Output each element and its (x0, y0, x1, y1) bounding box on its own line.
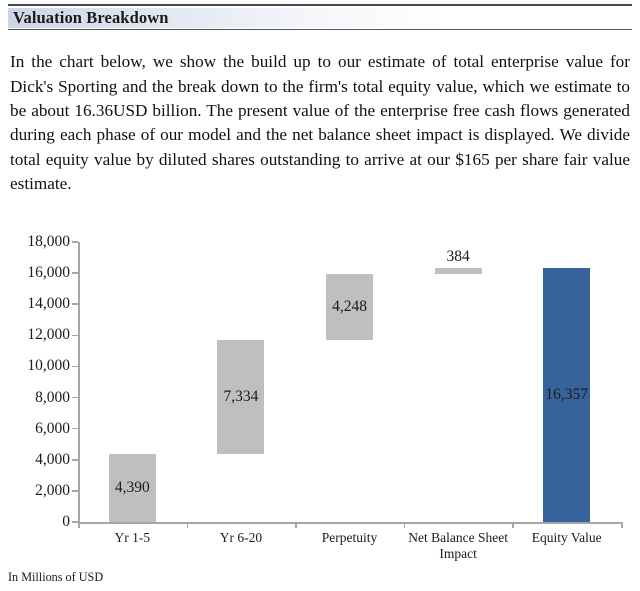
y-axis-line (78, 242, 80, 523)
valuation-waterfall-chart (0, 228, 640, 561)
chart-bar-value-label: 7,334 (223, 387, 259, 405)
intro-paragraph: In the chart below, we show the build up to our estimate of total enterprise value for Dick's Sporting and the break down to the firm's total equity value, which we estimate to be about 16.36USD billion. The present value of the enterprise free cash flows generated during each phase of our model and the net balance sheet impact is displayed. We divide total equity value by diluted shares outstanding to arrive at our $165 per share fair value estimate. (10, 52, 630, 194)
x-axis-tick-mark (295, 522, 297, 528)
y-axis-tick-label: 4,000 (35, 450, 70, 468)
y-axis-tick-mark (72, 272, 78, 274)
x-axis-tick-mark (512, 522, 514, 528)
y-axis-tick-label: 8,000 (35, 388, 70, 406)
chart-bar-value-label: 384 (446, 247, 470, 265)
chart-bar-value-label: 16,357 (545, 385, 588, 403)
y-axis-tick-mark (72, 490, 78, 492)
chart-bar-value-label: 4,390 (114, 478, 150, 496)
y-axis-tick-label: 18,000 (27, 233, 70, 250)
y-axis-tick-mark (72, 366, 78, 368)
x-axis-category-label: Equity Value (531, 530, 602, 545)
x-axis-tick-mark (187, 522, 189, 528)
y-axis-tick-mark (72, 397, 78, 399)
x-axis-category-label: Yr 1-5 (114, 530, 151, 545)
y-axis-tick-mark (72, 428, 78, 430)
x-axis-category-label: Yr 6-20 (219, 530, 263, 545)
y-axis-tick-mark (72, 459, 78, 461)
y-axis-tick-label: 10,000 (27, 357, 70, 375)
y-axis-tick-label: 6,000 (35, 419, 70, 437)
y-axis-tick-labels (8, 228, 70, 528)
y-axis-tick-label: 16,000 (27, 264, 70, 282)
y-axis-tick-label: 12,000 (27, 326, 70, 344)
chart-units-footnote: In Millions of USD (8, 570, 104, 584)
x-axis-tick-mark (78, 522, 80, 528)
x-axis-category-label: Net Balance Sheet Impact (408, 530, 508, 561)
x-axis-tick-mark (404, 522, 406, 528)
y-axis-tick-mark (72, 303, 78, 305)
x-axis-category-label: Perpetuity (321, 530, 378, 545)
y-axis-tick-mark (72, 241, 78, 243)
page-title: Valuation Breakdown (13, 8, 169, 27)
chart-bar[interactable] (435, 268, 482, 274)
y-axis-tick-label: 14,000 (27, 295, 70, 313)
y-axis-tick-label: 0 (62, 513, 70, 530)
x-axis-tick-mark (621, 522, 623, 528)
section-header (8, 4, 632, 28)
y-axis-tick-label: 2,000 (35, 481, 70, 499)
header-divider (8, 29, 632, 30)
chart-bar-value-label: 4,248 (332, 297, 367, 315)
y-axis-tick-mark (72, 335, 78, 337)
x-axis-line (78, 522, 621, 524)
